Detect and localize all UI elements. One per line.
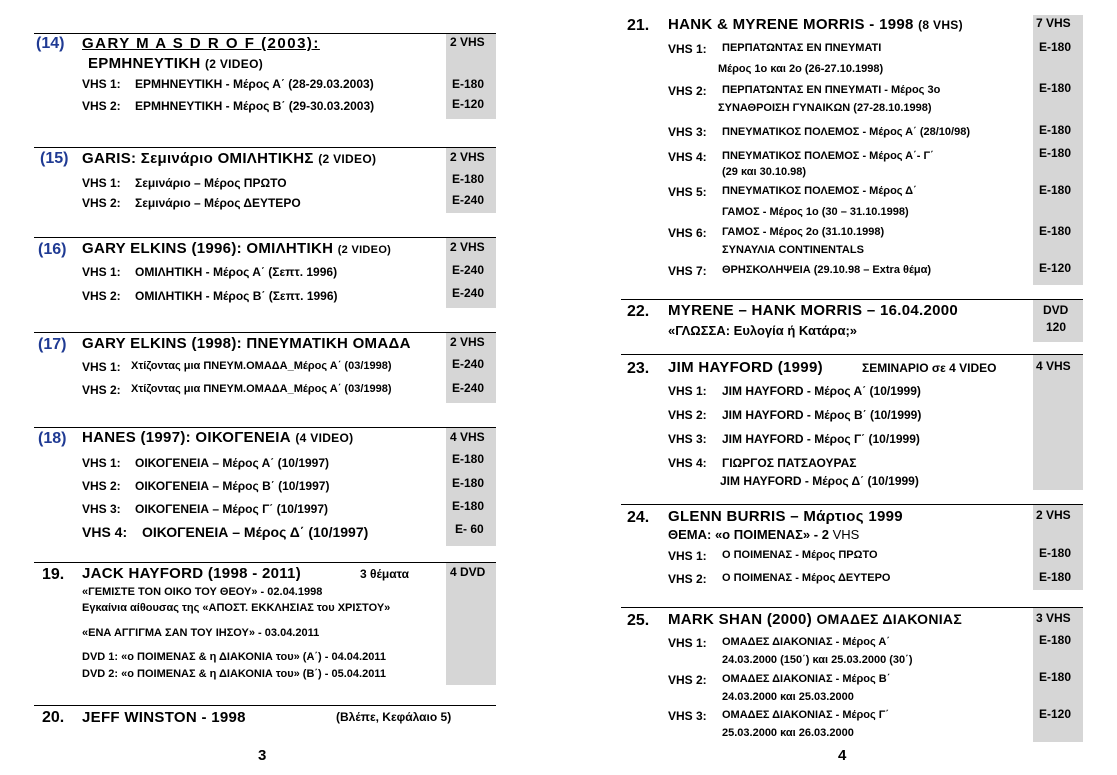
row-text: ΠΕΡΠΑΤΩΝΤΑΣ ΕΝ ΠΝΕΥΜΑΤΙ [722, 42, 882, 54]
badge: 2 VHS [450, 335, 485, 349]
row-text-2: ΓΑΜΟΣ - Μέρος 1ο (30 – 31.10.1998) [722, 206, 909, 218]
row-label: VHS 4: [668, 150, 707, 164]
row-label: VHS 3: [82, 502, 121, 516]
entry-title [668, 17, 963, 32]
entry-subtitle: «ΓΛΩΣΣΑ: Ευλογία ή Κατάρα;» [668, 323, 858, 338]
row-label: VHS 1: [668, 549, 707, 563]
row-code: Ε-180 [1039, 146, 1072, 160]
entry-line: «ΓΕΜΙΣΤΕ ΤΟΝ ΟΙΚΟ ΤΟΥ ΘΕΟΥ» - 02.04.1998 [82, 586, 323, 598]
title-extra: (2 VIDEO) [337, 244, 392, 256]
row-text: ΓΑΜΟΣ - Μέρος 2ο (31.10.1998) [722, 226, 885, 238]
entry-title: GARY M A S D R O F (2003): [82, 35, 320, 52]
entry-line: DVD 2: «ο ΠΟΙΜΕΝΑΣ & η ΔΙΑΚΟΝΙΑ του» (Β΄) - 05.04.2011 [82, 668, 386, 680]
row-code: Ε-180 [1039, 570, 1072, 584]
row-code: Ε-120 [452, 97, 485, 111]
row-text: ΠΕΡΠΑΤΩΝΤΑΣ ΕΝ ΠΝΕΥΜΑΤΙ - Μέρος 3ο [722, 84, 941, 96]
divider [621, 299, 1083, 300]
entry-title: GARY ELKINS (1998): ΠΝΕΥΜΑΤΙΚΗ ΟΜΑΔΑ [82, 335, 411, 352]
row-text: ΟΜΑΔΕΣ ΔΙΑΚΟΝΙΑΣ - Μέρος Γ΄ [722, 709, 890, 721]
row-label: VHS 1: [668, 42, 707, 56]
row-text: ΟΜΙΛΗΤΙΚΗ - Μέρος Β΄ (Σεπτ. 1996) [135, 289, 338, 303]
row-label: VHS 3: [668, 125, 707, 139]
title-extra: (4 VIDEO) [295, 431, 354, 445]
row-code: Ε-180 [1039, 81, 1072, 95]
badge: 2 VHS [1036, 508, 1071, 522]
entry-title [668, 509, 903, 524]
row-text: ΠΝΕΥΜΑΤΙΚΟΣ ΠΟΛΕΜΟΣ - Μέρος Α΄- Γ΄ [722, 150, 934, 162]
row-code: Ε-120 [1039, 707, 1072, 721]
row-label: VHS 3: [668, 709, 707, 723]
row-code: Ε-180 [452, 77, 485, 91]
subtitle-text: ΕΡΜΗΝΕΥΤΙΚΗ [88, 55, 201, 72]
row-text-2: Μέρος 1ο και 2ο (26-27.10.1998) [718, 63, 884, 75]
row-label: VHS 1: [82, 265, 121, 279]
badge: 4 DVD [450, 565, 486, 579]
row-text: Σεμινάριο – Μέρος ΔΕΥΤΕΡΟ [135, 196, 301, 210]
title-extra: (8 VHS) [918, 18, 963, 32]
row-text: Χτίζοντας μια ΠΝΕΥΜ.ΟΜΑΔΑ_Μέρος Α΄ (03/1998) [131, 383, 392, 395]
row-code: Ε-180 [1039, 633, 1072, 647]
entry-title [82, 430, 353, 445]
badge: 2 VHS [450, 150, 485, 164]
title-extra: (2 VIDEO) [318, 152, 377, 166]
title-date: – Μάρτιος 1999 [790, 508, 903, 525]
row-label: VHS 2: [82, 99, 121, 113]
row-text: Ο ΠΟΙΜΕΝΑΣ - Μέρος ΠΡΩΤΟ [722, 549, 878, 561]
row-text-2: ΣΥΝΑΥΛΙΑ CONTINENTALS [722, 244, 864, 256]
title-text: GARY ELKINS (1996): ΟΜΙΛΗΤΙΚΗ [82, 240, 334, 257]
row-label: VHS 1: [82, 176, 121, 190]
row-code: Ε-180 [1039, 123, 1072, 137]
row-label: VHS 7: [668, 264, 707, 278]
entry-number: (14) [36, 35, 65, 52]
badge: 2 VHS [450, 240, 485, 254]
row-text-2: 25.03.2000 και 26.03.2000 [722, 727, 854, 739]
divider [34, 332, 496, 333]
row-text-2: JIM HAYFORD - Μέρος Δ΄ (10/1999) [720, 474, 919, 488]
row-text: ΟΙΚΟΓΕΝΕΙΑ – Μέρος Α΄ (10/1997) [135, 456, 330, 470]
row-label: VHS 4: [82, 524, 128, 540]
entry-number: 20. [42, 709, 65, 726]
row-code: Ε-120 [1039, 261, 1072, 275]
row-label: VHS 2: [668, 408, 707, 422]
title-text: GLENN BURRIS [668, 508, 786, 525]
row-text-2: (29 και 30.10.98) [722, 166, 807, 178]
row-text: JIM HAYFORD - Μέρος Α΄ (10/1999) [722, 384, 921, 398]
row-label: VHS 1: [82, 456, 121, 470]
divider [34, 427, 496, 428]
row-code: Ε-240 [452, 263, 485, 277]
entry-title [668, 303, 958, 318]
divider [621, 504, 1083, 505]
row-label: VHS 2: [668, 84, 707, 98]
row-code: Ε-180 [1039, 670, 1072, 684]
row-text: ΓΙΩΡΓΟΣ ΠΑΤΣΑΟΥΡΑΣ [722, 456, 857, 470]
row-label: VHS 4: [668, 456, 707, 470]
entry-line: DVD 1: «ο ΠΟΙΜΕΝΑΣ & η ΔΙΑΚΟΝΙΑ του» (Α΄) - 04.04.2011 [82, 651, 386, 663]
row-label: VHS 2: [82, 196, 121, 210]
entry-subtitle [88, 56, 263, 71]
row-code: Ε-240 [452, 193, 485, 207]
row-code: Ε-180 [452, 452, 485, 466]
row-text: ΟΜΑΔΕΣ ΔΙΑΚΟΝΙΑΣ - Μέρος Α΄ [722, 636, 891, 648]
row-label: VHS 2: [668, 572, 707, 586]
row-label: VHS 2: [668, 673, 707, 687]
row-label: VHS 1: [668, 636, 707, 650]
entry-extra: 3 θέματα [360, 567, 410, 581]
row-label: VHS 1: [668, 384, 707, 398]
entry-number: 22. [627, 303, 650, 320]
entry-number: (16) [38, 241, 67, 258]
entry-number: (18) [38, 430, 67, 447]
entry-extra: ΣΕΜΙΝΑΡΙΟ σε 4 VIDEO [862, 361, 997, 375]
badge: 3 VHS [1036, 611, 1071, 625]
title-date: – 16.04.2000 [866, 302, 959, 319]
entry-number: 24. [627, 509, 650, 526]
title-text: GARIS: Σεμινάριο ΟΜΙΛΗΤΙΚΗΣ [82, 150, 314, 167]
page-number: 3 [258, 747, 267, 764]
row-label: VHS 2: [82, 383, 121, 397]
code-column [1033, 355, 1083, 490]
row-code: Ε-240 [452, 381, 485, 395]
title-text: MARK SHAN (2000) [668, 611, 812, 628]
row-text: ΟΙΚΟΓΕΝΕΙΑ – Μέρος Δ΄ (10/1997) [142, 524, 369, 540]
entry-title [82, 241, 391, 256]
subtitle-text: ΘΕΜΑ: «ο ΠΟΙΜΕΝΑΣ» - 2 [668, 527, 829, 542]
title-text: MYRENE – HANK MORRIS [668, 302, 863, 319]
row-text: ΠΝΕΥΜΑΤΙΚΟΣ ΠΟΛΕΜΟΣ - Μέρος Α΄ (28/10/98) [722, 126, 970, 138]
row-text: ΟΙΚΟΓΕΝΕΙΑ – Μέρος Β΄ (10/1997) [135, 479, 330, 493]
badge: 4 VHS [1036, 359, 1071, 373]
row-text: ΟΜΙΛΗΤΙΚΗ - Μέρος Α΄ (Σεπτ. 1996) [135, 265, 338, 279]
entry-number: 19. [42, 566, 65, 583]
entry-number: 25. [627, 612, 650, 629]
entry-number: 21. [627, 17, 650, 34]
row-text-2: 24.03.2000 και 25.03.2000 [722, 691, 854, 703]
entry-title: JEFF WINSTON - 1998 [82, 709, 246, 726]
row-text: ΠΝΕΥΜΑΤΙΚΟΣ ΠΟΛΕΜΟΣ - Μέρος Δ΄ [722, 185, 917, 197]
row-label: VHS 5: [668, 185, 707, 199]
divider [34, 562, 496, 563]
entry-number: 23. [627, 360, 650, 377]
divider [34, 705, 496, 706]
row-label: VHS 6: [668, 226, 707, 240]
subtitle-extra: (2 VIDEO) [204, 57, 263, 71]
badge-duration: 120 [1046, 320, 1067, 334]
row-text: JIM HAYFORD - Μέρος Β΄ (10/1999) [722, 408, 922, 422]
title-text: HANK & MYRENE MORRIS - 1998 [668, 16, 914, 33]
row-code: Ε-180 [1039, 183, 1072, 197]
entry-title: JIM HAYFORD (1999) [668, 359, 823, 376]
row-text: JIM HAYFORD - Μέρος Γ΄ (10/1999) [722, 432, 920, 446]
row-code: Ε-180 [452, 476, 485, 490]
entry-title: JACK HAYFORD (1998 - 2011) [82, 565, 301, 582]
entry-line: «ΕΝΑ ΑΓΓΙΓΜΑ ΣΑΝ ΤΟΥ ΙΗΣΟΥ» - 03.04.2011 [82, 627, 320, 639]
divider [34, 237, 496, 238]
row-text: Χτίζοντας μια ΠΝΕΥΜ.ΟΜΑΔΑ_Μέρος Α΄ (03/1998) [131, 360, 392, 372]
code-column [446, 563, 496, 685]
entry-title [82, 151, 376, 166]
entry-line: Εγκαίνια αίθουσας της «ΑΠΟΣΤ. ΕΚΚΛΗΣΙΑΣ του ΧΡΙΣΤΟΥ» [82, 602, 391, 614]
badge: 2 VHS [450, 35, 485, 49]
row-text-2: 24.03.2000 (150΄) και 25.03.2000 (30΄) [722, 654, 913, 666]
divider [621, 354, 1083, 355]
entry-reference: (Βλέπε, Κεφάλαιο 5) [336, 710, 452, 724]
row-text: Ο ΠΟΙΜΕΝΑΣ - Μέρος ΔΕΥΤΕΡΟ [722, 572, 891, 584]
row-text: ΘΡΗΣΚΟΛΗΨΕΙΑ (29.10.98 – Extra θέμα) [722, 264, 932, 276]
entry-number: (17) [38, 336, 67, 353]
divider [621, 607, 1083, 608]
row-text: ΟΜΑΔΕΣ ΔΙΑΚΟΝΙΑΣ - Μέρος Β΄ [722, 673, 891, 685]
title-text: HANES (1997): ΟΙΚΟΓΕΝΕΙΑ [82, 429, 291, 446]
row-label: VHS 1: [82, 77, 121, 91]
row-label: VHS 2: [82, 289, 121, 303]
entry-subtitle [668, 528, 859, 541]
badge: 7 VHS [1036, 16, 1071, 30]
row-code: Ε-240 [452, 357, 485, 371]
row-code: Ε- 60 [455, 522, 484, 536]
entry-title [668, 612, 962, 627]
page-number: 4 [838, 747, 847, 764]
row-code: Ε-180 [1039, 546, 1072, 560]
title-extra: ΟΜΑΔΕΣ ΔΙΑΚΟΝΙΑΣ [816, 611, 963, 627]
divider [34, 147, 496, 148]
row-text: Σεμινάριο – Μέρος ΠΡΩΤΟ [135, 176, 287, 190]
row-text-2: ΣΥΝΑΘΡΟΙΣΗ ΓΥΝΑΙΚΩΝ (27-28.10.1998) [718, 102, 932, 114]
row-code: Ε-180 [452, 172, 485, 186]
badge: 4 VHS [450, 430, 485, 444]
row-label: VHS 1: [82, 360, 121, 374]
row-label: VHS 3: [668, 432, 707, 446]
entry-number: (15) [40, 150, 69, 167]
row-code: Ε-180 [1039, 40, 1072, 54]
row-code: Ε-180 [452, 499, 485, 513]
row-code: Ε-240 [452, 286, 485, 300]
row-code: Ε-180 [1039, 224, 1072, 238]
row-label: VHS 2: [82, 479, 121, 493]
divider [34, 33, 496, 34]
badge: DVD [1043, 303, 1069, 317]
subtitle-extra: VHS [832, 527, 860, 542]
row-text: ΕΡΜΗΝΕΥΤΙΚΗ - Μέρος Α΄ (28-29.03.2003) [135, 77, 374, 91]
row-text: ΕΡΜΗΝΕΥΤΙΚΗ - Μέρος Β΄ (29-30.03.2003) [135, 99, 375, 113]
row-text: ΟΙΚΟΓΕΝΕΙΑ – Μέρος Γ΄ (10/1997) [135, 502, 328, 516]
